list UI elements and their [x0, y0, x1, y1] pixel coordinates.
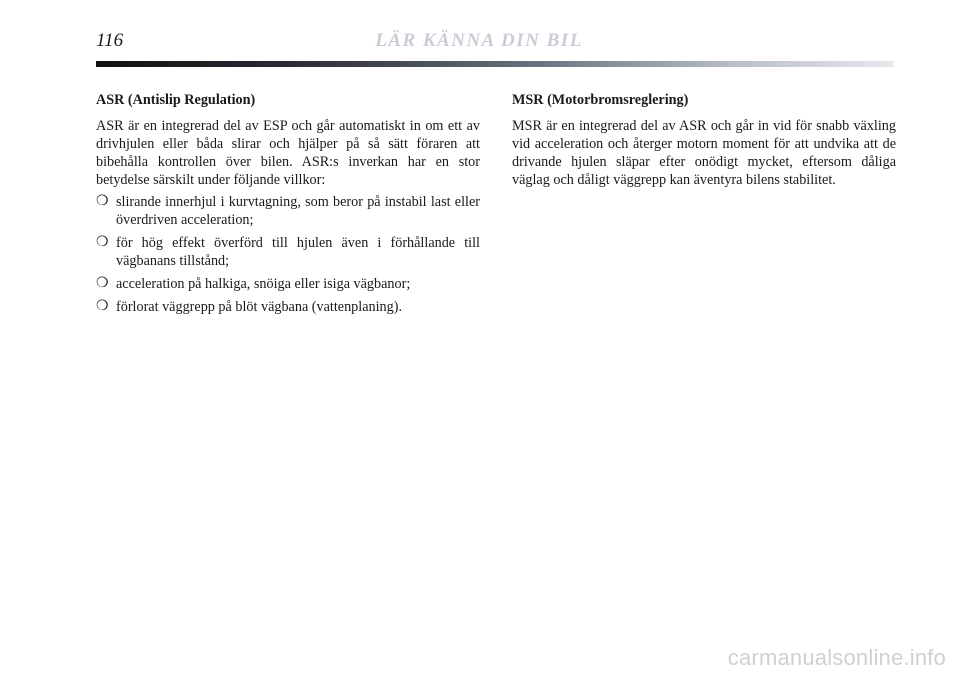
list-item-text: acceleration på halkiga, snöiga eller isiga vägbanor;: [116, 276, 411, 292]
section-title-text: LÄR KÄNNA DIN BIL: [375, 30, 583, 51]
list-item-text: slirande innerhjul i kurvtagning, som beror på instabil last eller överdriven acceleration;: [116, 194, 480, 228]
left-column: [96, 91, 480, 321]
msr-paragraph: MSR är en integrerad del av ASR och går in vid för snabb växling vid acceleration och återger motorn moment för att undvika att de drivande hjulen släpar efter onödigt mycket, eftersom dåliga väglag och dåligt väggrepp kan äventyra bilens stabilitet.: [512, 118, 896, 188]
asr-heading: ASR (Antislip Regulation): [96, 92, 256, 108]
msr-heading: MSR (Motorbromsreglering): [512, 92, 689, 108]
bullet-circle-icon: ❍: [96, 299, 109, 314]
bullet-circle-icon: ❍: [96, 276, 109, 291]
bullet-circle-icon: ❍: [96, 235, 109, 250]
section-title: [0, 30, 960, 52]
page-number: 116: [96, 30, 124, 51]
bullet-circle-icon: ❍: [96, 194, 109, 209]
watermark: carmanualsonline.info: [727, 645, 946, 670]
list-item: [96, 298, 480, 316]
asr-conditions-list: [96, 193, 480, 316]
list-item: [96, 193, 480, 229]
list-item: [96, 275, 480, 293]
list-item-text: för hög effekt överförd till hjulen även i förhållande till vägbanans tillstånd;: [116, 235, 480, 269]
list-item: [96, 234, 480, 270]
asr-paragraph: ASR är en integrerad del av ESP och går automatiskt in om ett av drivhjulen eller båda slirar och hjälper på så sätt föraren att bibehålla kontrollen över bilen. ASR:s inverkan har en stor betydelse särskilt under följande villkor:: [96, 118, 480, 188]
right-column: [512, 91, 896, 193]
list-item-text: förlorat väggrepp på blöt vägbana (vattenplaning).: [116, 299, 403, 315]
header-rule: [96, 61, 894, 67]
